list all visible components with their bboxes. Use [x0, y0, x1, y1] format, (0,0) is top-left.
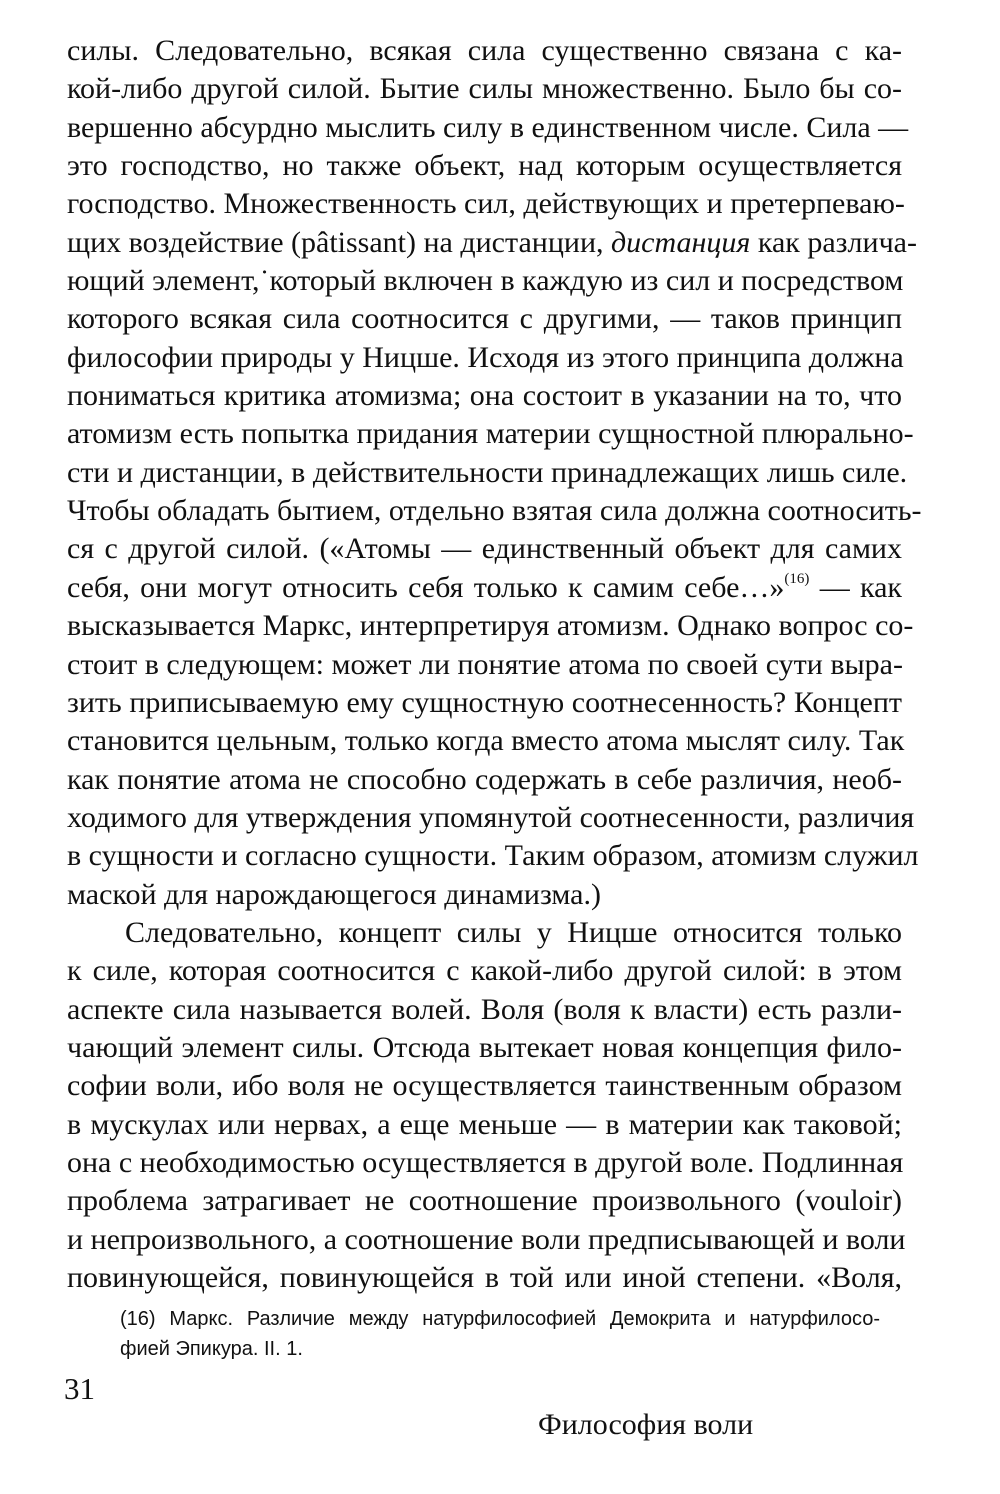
- text-line: стоит в следующем: может ли понятие атома по своей сути выра-: [67, 647, 903, 681]
- body-text: [67, 32, 922, 1297]
- text-line: господство. Множественность сил, действующих и претерпеваю-: [67, 187, 905, 221]
- text-line: это господство, но также объект, над которым осуществляется: [67, 149, 902, 183]
- text-line: и непроизвольного, а соотношение воли предписывающей и воли: [67, 1222, 906, 1256]
- text-segment: как различа-: [750, 225, 917, 259]
- footnote-line: фией Эпикура. II. 1.: [120, 1338, 303, 1360]
- footnote: [120, 1304, 880, 1364]
- text-segment: — как: [809, 570, 902, 604]
- page-number: 31: [64, 1371, 95, 1406]
- text-line: силы. Следовательно, всякая сила существенно связана с ка-: [67, 34, 902, 67]
- text-line: как понятие атома не способно содержать в себе различия, необ-: [67, 762, 902, 796]
- text-line: ходимого для утверждения упомянутой соотнесенности, различия: [67, 800, 915, 834]
- text-segment: себя, они могут относить себя только к самим себе…»: [67, 570, 785, 604]
- text-line: софии воли, ибо воля не осуществляется таинственным образом: [67, 1069, 902, 1103]
- text-line: сти и дистанции, в действительности принадлежащих лишь силе.: [67, 455, 908, 489]
- text-line: в сущности и согласно сущности. Таким образом, атомизм служил: [67, 839, 919, 873]
- text-line: высказывается Маркс, интерпретируя атомизм. Однако вопрос со-: [67, 609, 914, 643]
- text-line-with-footnote-ref: [67, 569, 902, 607]
- text-line: атомизм есть попытка придания материи сущностной плюрально-: [67, 417, 914, 451]
- text-line: кой-либо другой силой. Бытие силы множественно. Было бы со-: [67, 72, 902, 106]
- text-line: ся с другой силой. («Атомы — единственный объект для самих: [67, 532, 902, 566]
- text-line: повинующейся, повинующейся в той или иной степени. «Воля,: [67, 1261, 902, 1294]
- text-line: к силе, которая соотносится с какой-либо другой силой: в этом: [67, 954, 902, 988]
- text-line: философии природы у Ницше. Исходя из этого принципа должна: [67, 340, 904, 374]
- text-line: Чтобы обладать бытием, отдельно взятая сила должна соотносить-: [67, 494, 922, 528]
- text-line: в мускулах или нервах, а еще меньше — в материи как таковой;: [67, 1107, 902, 1141]
- text-line: становится цельным, только когда вместо атома мыслят силу. Так: [67, 724, 905, 758]
- text-line-indented: Следовательно, концепт силы у Ницше относится только: [125, 915, 902, 949]
- text-segment: щих воздействие (pâtissant) на дистанции,: [67, 225, 604, 259]
- text-line: она с необходимостью осуществляется в другой воле. Подлинная: [67, 1145, 904, 1179]
- text-line: зить приписываемую ему сущностную соотнесенность? Концепт: [67, 685, 902, 719]
- text-line: пониматься критика атомизма; она состоит в указании на то, что: [67, 379, 902, 413]
- text-line: которого всякая сила соотносится с другими, — таков принцип: [67, 302, 902, 336]
- footnote-line: (16) Маркс. Различие между натурфилософией Демокрита и натурфилосо-: [120, 1308, 880, 1330]
- text-line: маской для нарождающегося динамизма.): [67, 877, 601, 911]
- text-line-with-italic: [67, 224, 917, 262]
- text-line: аспекте сила называется волей. Воля (воля к власти) есть разли-: [67, 992, 902, 1026]
- running-footer: Философия воли: [538, 1408, 754, 1441]
- text-line: ющий элемент,˙который включен в каждую из сил и посредством: [67, 264, 904, 298]
- italic-term: дистанция: [611, 225, 751, 259]
- text-line: вершенно абсурдно мыслить силу в единственном числе. Сила —: [67, 110, 909, 144]
- text-line: проблема затрагивает не соотношение произвольного (vouloir): [67, 1184, 902, 1218]
- footnote-reference[interactable]: (16): [784, 570, 810, 587]
- text-line: чающий элемент силы. Отсюда вытекает новая концепция фило-: [67, 1030, 902, 1064]
